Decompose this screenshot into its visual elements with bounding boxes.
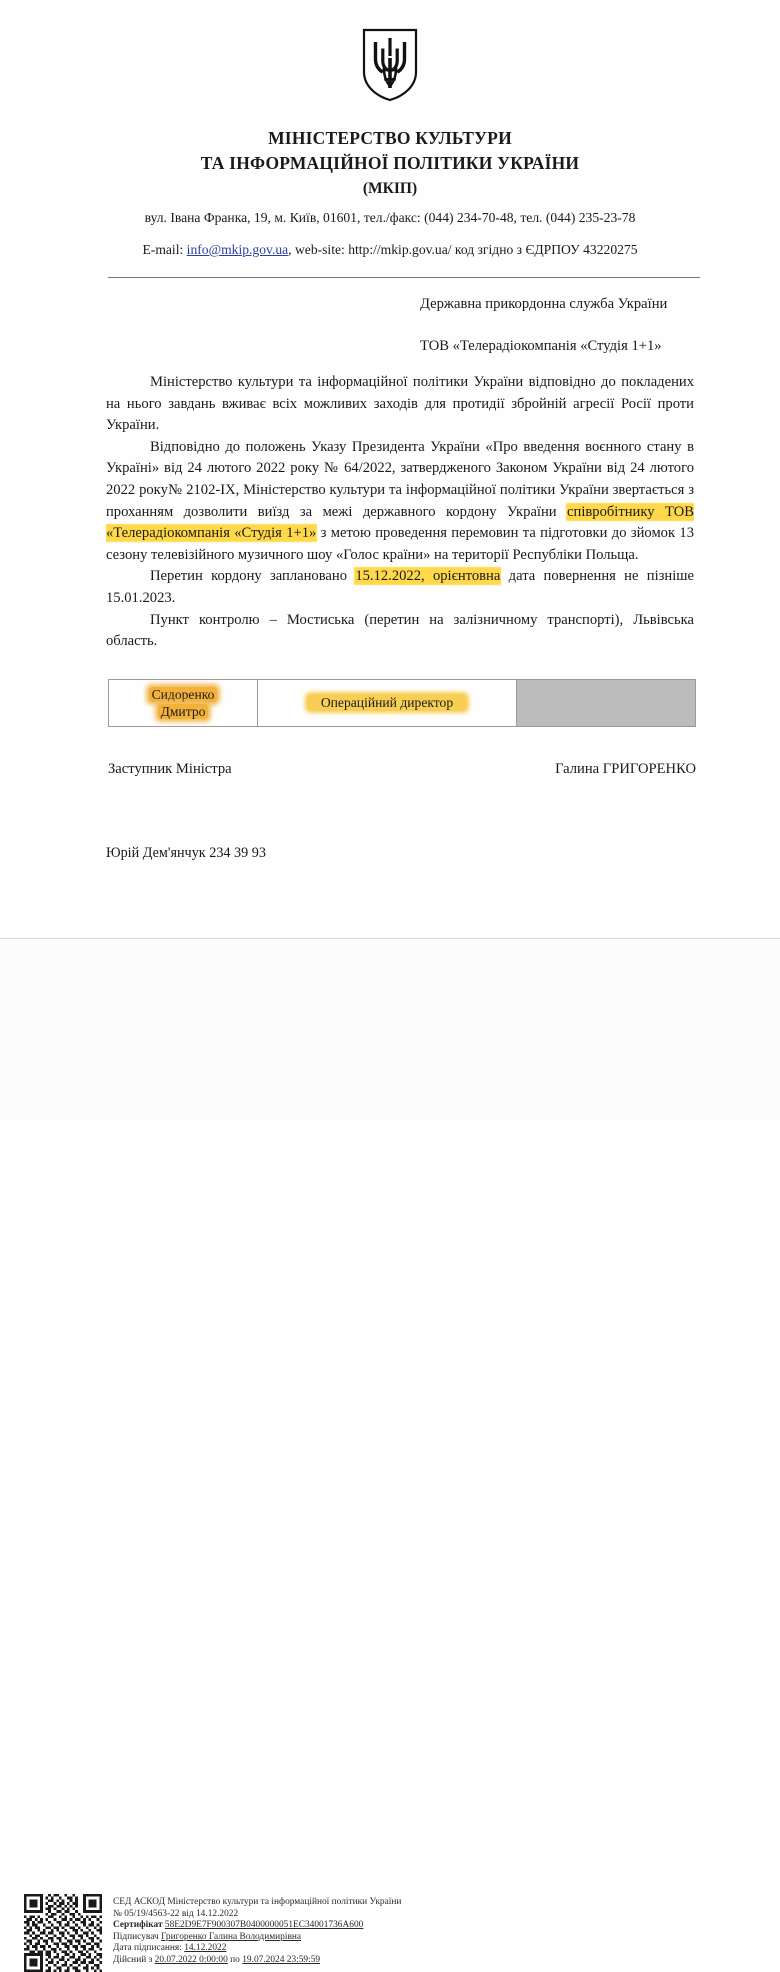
sign-date-label: Дата підписання: [113,1943,185,1954]
paragraph-3-part-1: Перетин кордону заплановано [150,568,356,585]
cell-redacted [517,680,696,727]
validity-from: 20.07.2022 0:00:00 [154,1954,228,1965]
footer-line-certificate [113,1920,401,1932]
person-name-line2: Дмитро [158,704,209,719]
addressee-line-2: ТОВ «Телерадіокомпанія «Студія 1+1» [420,338,662,354]
validity-to: 19.07.2024 23:59:59 [242,1954,321,1965]
ministry-title [0,126,780,176]
footer-divider [0,938,780,939]
certificate-label: Сертифікат [113,1920,165,1931]
ministry-title-line1: МІНІСТЕРСТВО КУЛЬТУРИ [268,128,512,148]
ukraine-trident-coat-of-arms-icon [362,28,418,102]
paragraph-2-part-2: з метою проведення перемовин та підготовки до зйомок 13 сезону телевізійного музичного шоу «Голос країни» на території Республіки Польща. [106,525,695,563]
header-divider [108,277,700,278]
table-row [109,680,696,727]
address-line: вул. Івана Франка, 19, м. Київ, 01601, тел./факс: (044) 234-70-48, тел. (044) 235-23-78 [144,210,636,225]
footer-line-validity [113,1955,401,1967]
paragraph-3-part-2: дата повернення не пізніше 15.01.2023. [106,568,694,606]
email-website-line [0,240,780,260]
paragraph-3-highlight: 15.12.2022, орієнтовна [355,568,501,585]
footer-line-signer [113,1932,401,1944]
person-role-text: Операційний директор [307,694,467,711]
person-name-line1: Сидоренко [149,687,218,702]
signatory-table [108,679,696,727]
email-label: E-mail: [142,242,184,257]
paragraph-2-part-1: Відповідно до положень Указу Президента України «Про введення воєнного стану в Україні» від 24 лютого 2022 року № 64/2022, затвердженого Законом України від 24 лютого 2022 року№ 2102-IX, Міністерство культури та інформаційної політики України звертається з проханням дозволити виїзд за межі державного кордону України [106,438,694,520]
document-body [106,372,694,653]
sign-date-value: 14.12.2022 [184,1943,227,1954]
footer-line-sign-date [113,1943,401,1955]
signoff-name: Галина ГРИГОРЕНКО [555,761,696,777]
paragraph-3 [106,566,694,609]
signature-details [113,1897,401,1967]
footer-line-number: № 05/19/4563-22 від 14.12.2022 [113,1908,239,1919]
signoff-row [108,761,696,778]
signoff-position: Заступник Міністра [108,761,232,777]
validity-label: Дійсний з [113,1954,155,1965]
digital-signature-footer [0,940,780,1965]
paragraph-1: Міністерство культури та інформаційної політики України відповідно до покладених на нього завдань вживає всіх можливих заходів для протидії збройній агресії Росії проти України. [106,374,694,434]
certificate-value: 58E2D9E7F900307B0400000051EC34001736A600 [164,1920,364,1931]
ministry-title-line2: ТА ІНФОРМАЦІЙНОЇ ПОЛІТИКИ УКРАЇНИ [200,153,580,173]
contact-person-line: Юрій Дем'янчук 234 39 93 [106,845,266,861]
signer-label: Підписувач [113,1931,162,1942]
qr-code-icon [24,1894,102,1972]
cell-person-role [258,680,517,727]
website-text: , web-site: http://mkip.gov.ua/ код згідно з ЄДРПОУ 43220275 [288,242,638,257]
email-link[interactable]: info@mkip.gov.ua [186,242,289,257]
paragraph-4: Пункт контролю – Мостиська (перетин на залізничному транспорті), Львівська область. [106,611,694,650]
addressee-line-1: Державна прикордонна служба України [420,296,668,312]
validity-mid: по [227,1954,243,1965]
signer-value: Григоренко Галина Володимирівна [161,1931,302,1942]
paragraph-2 [106,437,694,567]
paragraph-2-highlight: співробітнику ТОВ «Телерадіокомпанія «Студія 1+1» [106,503,694,542]
emblem-container [0,28,780,107]
footer-line-system: СЕД АСКОД Міністерство культури та інформаційної політики України [113,1897,402,1907]
ministry-abbreviation: (МКІП) [362,180,418,197]
cell-person-name [109,680,258,727]
